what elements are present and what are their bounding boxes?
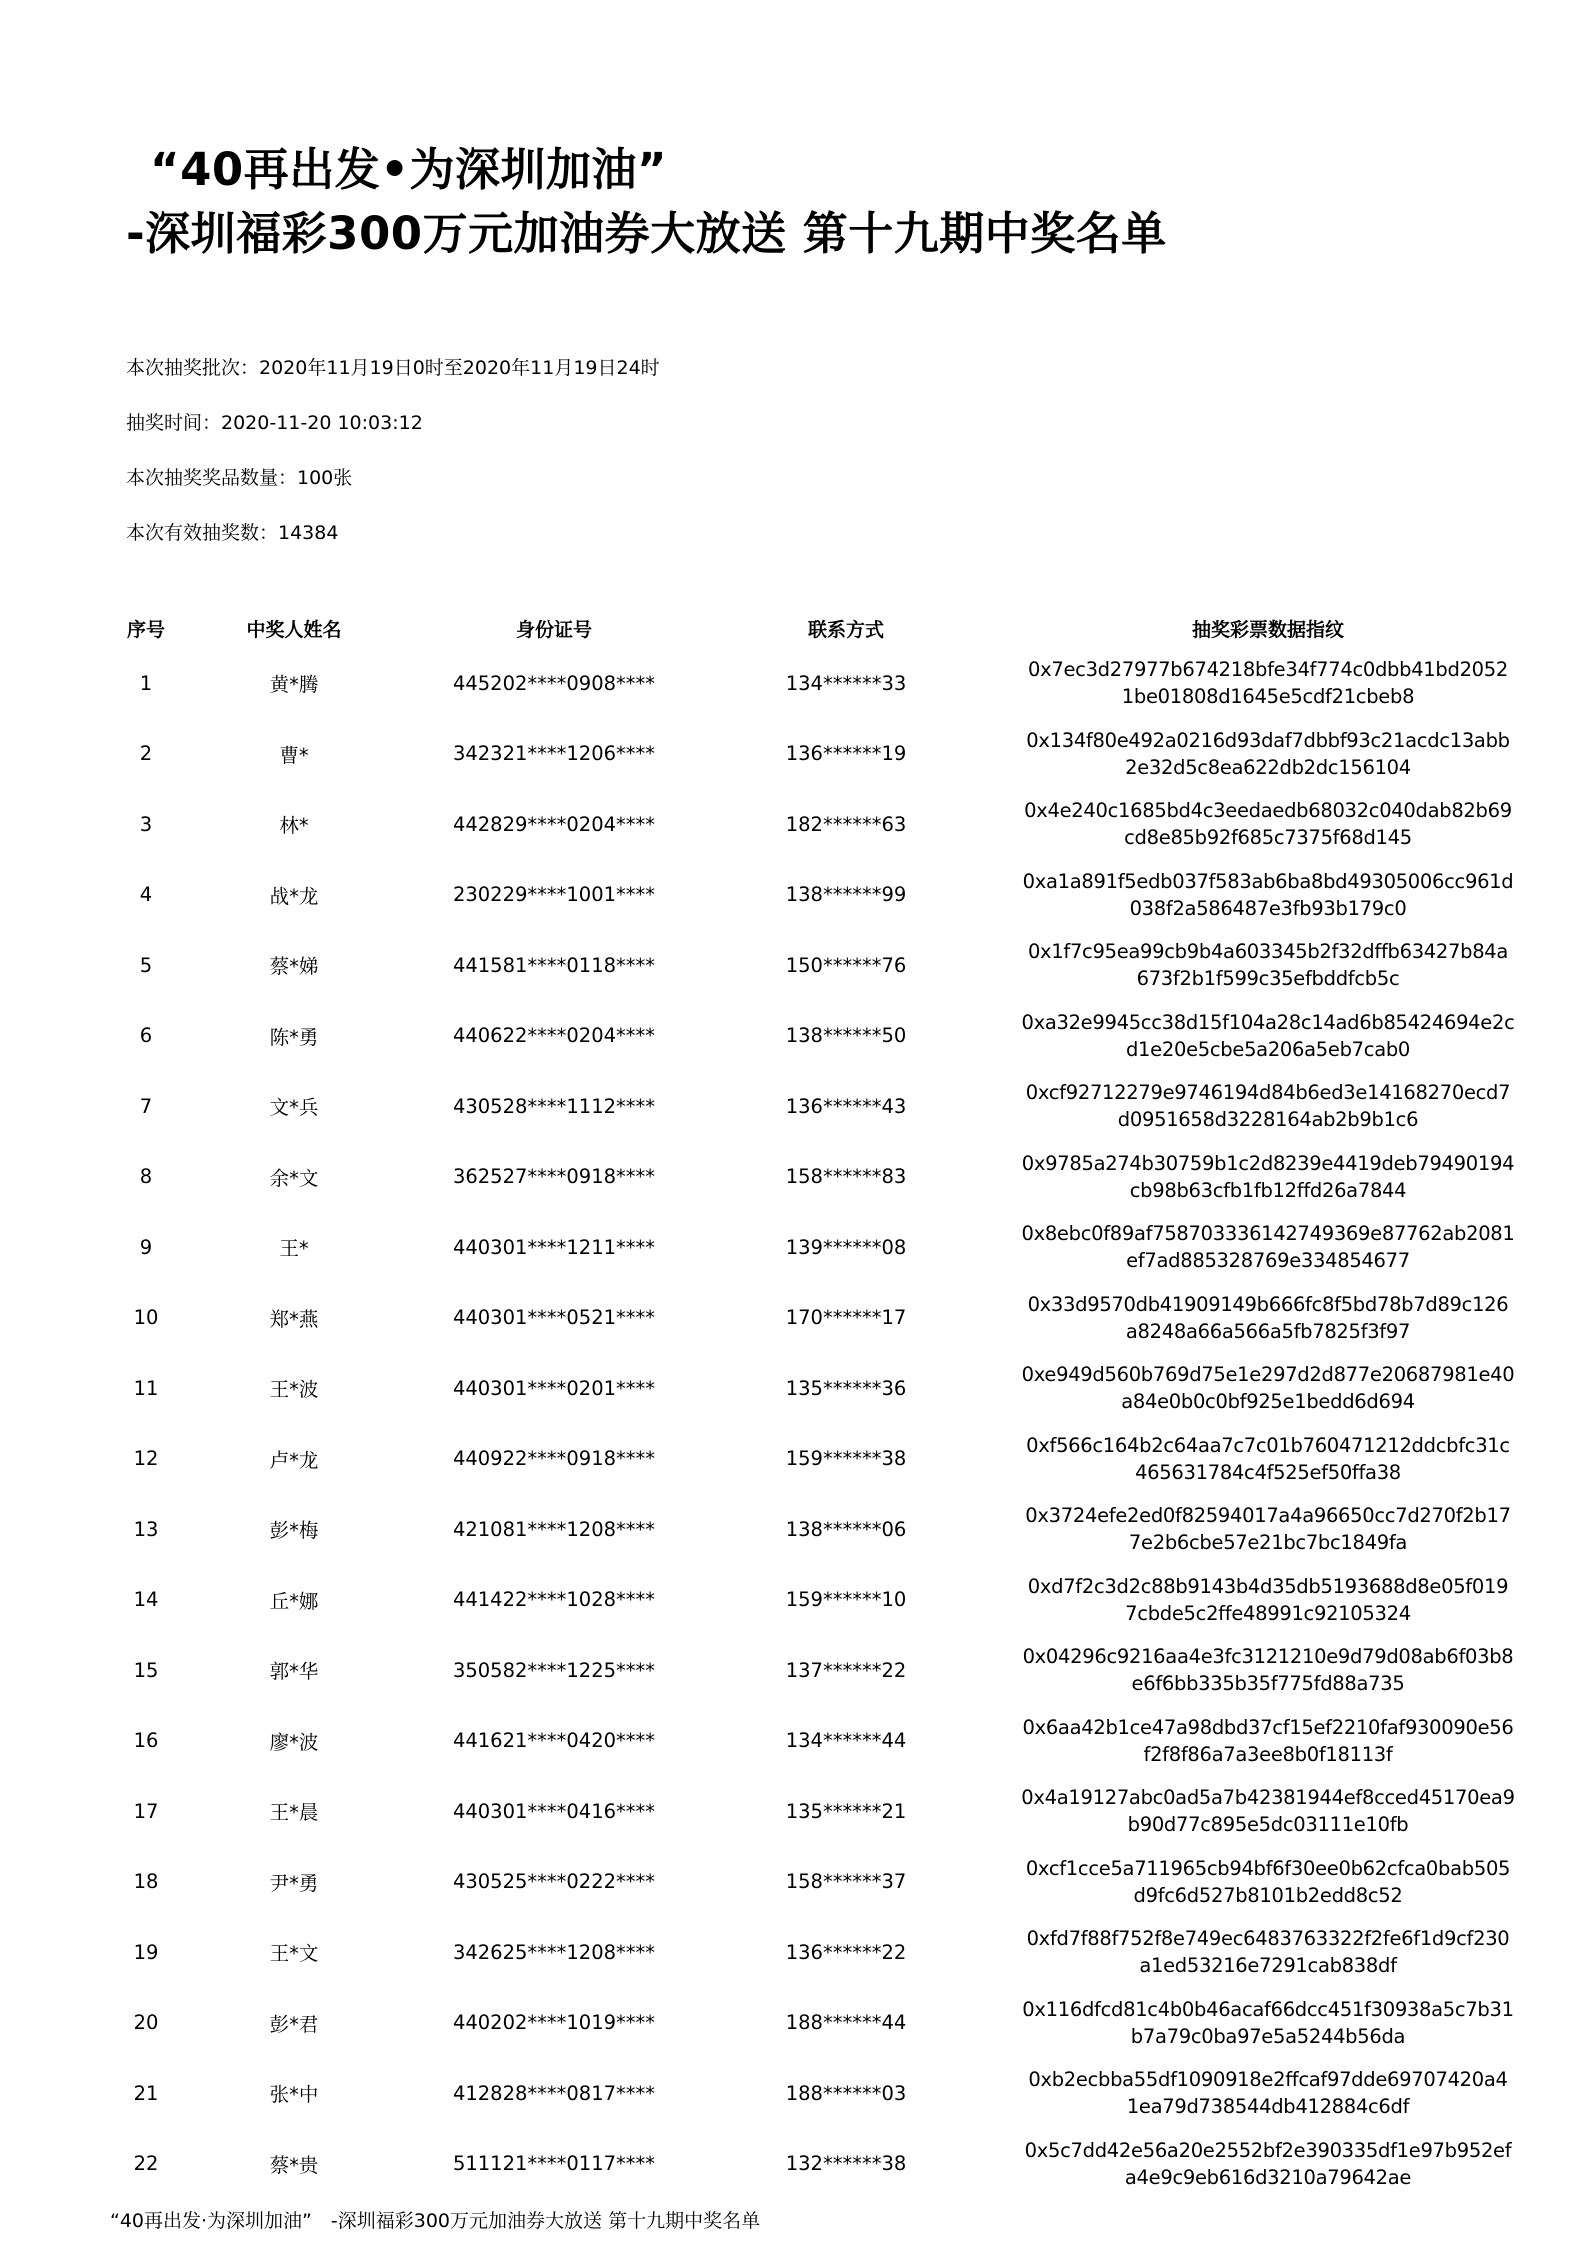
cell-id-number: 511121****0117**** <box>452 2152 656 2176</box>
table-row <box>98 789 1558 860</box>
cell-ticket-fingerprint <box>978 1565 1558 1636</box>
fingerprint-line: 0x5c7dd42e56a20e2552bf2e390335df1e97b952ef <box>1024 2138 1512 2162</box>
cell-contact: 138******50 <box>785 1024 907 1048</box>
fingerprint-line: 1ea79d738544db412884c6df <box>1126 2095 1410 2119</box>
draw-batch: 本次抽奖批次：2020年11月19日0时至2020年11月19日24时 <box>126 357 660 379</box>
cell-winner-name: 林* <box>279 814 309 838</box>
fingerprint-line: a1ed53216e7291cab838df <box>1139 1954 1397 1978</box>
cell-id-number: 441422****1028**** <box>452 1588 656 1612</box>
fingerprint-line: 0x7ec3d27977b674218bfe34f774c0dbb41bd2052 <box>1028 658 1508 682</box>
cell-index: 6 <box>139 1024 153 1048</box>
table-row <box>98 1071 1558 1142</box>
table-row <box>98 860 1558 931</box>
cell-ticket-fingerprint <box>978 1635 1558 1706</box>
cell-winner-name: 蔡*贵 <box>269 2153 319 2177</box>
cell-id-number: 440301****0201**** <box>452 1376 656 1400</box>
fingerprint-line: 2e32d5c8ea622db2dc156104 <box>1125 755 1411 779</box>
cell-index: 21 <box>133 2081 159 2105</box>
cell-id-number: 412828****0817**** <box>452 2081 656 2105</box>
cell-ticket-fingerprint <box>978 1847 1558 1918</box>
cell-contact: 136******22 <box>785 1940 907 1964</box>
cell-ticket-fingerprint <box>978 719 1558 790</box>
prize-count: 本次抽奖奖品数量：100张 <box>126 467 353 489</box>
cell-id-number: 342321****1206**** <box>452 742 656 766</box>
fingerprint-line: 0x1f7c95ea99cb9b4a603345b2f32dffb63427b84a <box>1027 940 1509 964</box>
cell-id-number: 440622****0204**** <box>452 1024 656 1048</box>
table-row <box>98 1283 1558 1354</box>
fingerprint-line: 465631784c4f525ef50ffa38 <box>1135 1460 1401 1484</box>
cell-id-number: 421081****1208**** <box>452 1517 656 1541</box>
title-line-1: “40再出发•为深圳加油” <box>150 143 668 196</box>
cell-index: 20 <box>133 2011 159 2035</box>
cell-index: 2 <box>139 742 153 766</box>
cell-contact: 134******44 <box>785 1729 907 1753</box>
cell-id-number: 440202****1019**** <box>452 2011 656 2035</box>
fingerprint-line: 0xcf1cce5a711965cb94bf6f30ee0b62cfca0bab505 <box>1025 1856 1511 1880</box>
table-row <box>98 719 1558 790</box>
cell-contact: 137******22 <box>785 1658 907 1682</box>
winners-table <box>98 608 1558 2199</box>
cell-index: 19 <box>133 1940 159 1964</box>
cell-id-number: 440301****0416**** <box>452 1799 656 1823</box>
cell-winner-name: 彭*君 <box>269 2012 319 2036</box>
fingerprint-line: 0x4e240c1685bd4c3eedaedb68032c040dab82b69 <box>1024 799 1512 823</box>
cell-contact: 159******10 <box>785 1588 907 1612</box>
cell-ticket-fingerprint <box>978 1001 1558 1072</box>
cell-id-number: 440922****0918**** <box>452 1447 656 1471</box>
cell-index: 16 <box>133 1729 159 1753</box>
draw-time: 抽奖时间：2020-11-20 10:03:12 <box>126 412 423 434</box>
fingerprint-line: 7cbde5c2ffe48991c92105324 <box>1125 1601 1411 1625</box>
fingerprint-line: f2f8f86a7a3ee8b0f18113f <box>1143 1742 1393 1766</box>
valid-entries-count: 本次有效抽奖数：14384 <box>126 522 339 544</box>
cell-ticket-fingerprint <box>978 648 1558 719</box>
cell-winner-name: 卢*龙 <box>269 1448 319 1472</box>
cell-winner-name: 战*龙 <box>269 884 319 908</box>
table-row <box>98 1424 1558 1495</box>
fingerprint-line: 0x04296c9216aa4e3fc3121210e9d79d08ab6f03b8 <box>1022 1645 1514 1669</box>
table-row <box>98 1988 1558 2059</box>
cell-id-number: 442829****0204**** <box>452 812 656 836</box>
cell-id-number: 441621****0420**** <box>452 1729 656 1753</box>
cell-contact: 159******38 <box>785 1447 907 1471</box>
table-row <box>98 648 1558 719</box>
cell-index: 17 <box>133 1799 159 1823</box>
cell-winner-name: 蔡*娣 <box>269 955 319 979</box>
fingerprint-line: 673f2b1f599c35efbddfcb5c <box>1136 967 1400 991</box>
header-id-number: 身份证号 <box>515 618 592 641</box>
cell-ticket-fingerprint <box>978 1424 1558 1495</box>
cell-contact: 170******17 <box>785 1306 907 1330</box>
cell-contact: 135******36 <box>785 1376 907 1400</box>
cell-contact: 138******99 <box>785 883 907 907</box>
cell-contact: 138******06 <box>785 1517 907 1541</box>
table-row <box>98 2058 1558 2129</box>
cell-ticket-fingerprint <box>978 1283 1558 1354</box>
fingerprint-line: cd8e85b92f685c7375f68d145 <box>1124 826 1412 850</box>
cell-id-number: 350582****1225**** <box>452 1658 656 1682</box>
cell-winner-name: 文*兵 <box>269 1096 319 1120</box>
cell-id-number: 445202****0908**** <box>452 671 656 695</box>
cell-index: 8 <box>139 1165 153 1189</box>
fingerprint-line: b90d77c895e5dc03111e10fb <box>1127 1813 1409 1837</box>
table-row <box>98 1212 1558 1283</box>
table-row <box>98 1142 1558 1213</box>
table-row <box>98 1776 1558 1847</box>
table-row <box>98 1635 1558 1706</box>
cell-contact: 134******33 <box>785 671 907 695</box>
table-row <box>98 1917 1558 1988</box>
cell-winner-name: 尹*勇 <box>269 1871 319 1895</box>
cell-winner-name: 王*波 <box>269 1378 319 1402</box>
title-line-2: -深圳福彩300万元加油券大放送 第十九期中奖名单 <box>126 207 1167 260</box>
fingerprint-line: 0xa32e9945cc38d15f104a28c14ad6b85424694e2c <box>1021 1010 1515 1034</box>
fingerprint-line: 0xd7f2c3d2c88b9143b4d35db5193688d8e05f019 <box>1027 1574 1509 1598</box>
cell-winner-name: 曹* <box>279 743 309 767</box>
cell-index: 3 <box>139 812 153 836</box>
fingerprint-line: ef7ad885328769e334854677 <box>1126 1249 1410 1273</box>
fingerprint-line: 0x134f80e492a0216d93daf7dbbf93c21acdc13abb <box>1026 728 1510 752</box>
fingerprint-line: 0xf566c164b2c64aa7c7c01b760471212ddcbfc31c <box>1026 1433 1510 1457</box>
fingerprint-line: a4e9c9eb616d3210a79642ae <box>1124 2165 1412 2189</box>
fingerprint-line: e6f6bb335b35f775fd88a735 <box>1131 1672 1405 1696</box>
fingerprint-line: 0xb2ecbba55df1090918e2ffcaf97dde69707420a4 <box>1028 2068 1508 2092</box>
fingerprint-line: 0xa1a891f5edb037f583ab6ba8bd49305006cc961d <box>1022 869 1514 893</box>
cell-winner-name: 廖*波 <box>269 1730 319 1754</box>
cell-index: 9 <box>139 1235 153 1259</box>
fingerprint-line: 0x8ebc0f89af758703336142749369e87762ab2081 <box>1021 1222 1515 1246</box>
header-contact: 联系方式 <box>807 618 884 641</box>
cell-ticket-fingerprint <box>978 1494 1558 1565</box>
fingerprint-line: 0xfd7f88f752f8e749ec6483763322f2fe6f1d9cf230 <box>1026 1927 1510 1951</box>
fingerprint-line: a84e0b0c0bf925e1bedd6d694 <box>1121 1390 1415 1414</box>
cell-contact: 158******37 <box>785 1870 907 1894</box>
cell-ticket-fingerprint <box>978 2129 1558 2200</box>
cell-ticket-fingerprint <box>978 1212 1558 1283</box>
cell-id-number: 440301****1211**** <box>452 1235 656 1259</box>
cell-index: 22 <box>133 2152 159 2176</box>
cell-ticket-fingerprint <box>978 1353 1558 1424</box>
cell-contact: 136******43 <box>785 1094 907 1118</box>
table-row <box>98 1706 1558 1777</box>
cell-contact: 139******08 <box>785 1235 907 1259</box>
fingerprint-line: 038f2a586487e3fb93b179c0 <box>1129 896 1407 920</box>
cell-ticket-fingerprint <box>978 1776 1558 1847</box>
cell-index: 4 <box>139 883 153 907</box>
cell-index: 5 <box>139 953 153 977</box>
draw-info <box>126 341 660 561</box>
table-row <box>98 1001 1558 1072</box>
cell-id-number: 440301****0521**** <box>452 1306 656 1330</box>
cell-id-number: 362527****0918**** <box>452 1165 656 1189</box>
cell-id-number: 441581****0118**** <box>452 953 656 977</box>
fingerprint-line: 0xcf92712279e9746194d84b6ed3e14168270ecd7 <box>1025 1081 1511 1105</box>
fingerprint-line: 0xe949d560b769d75e1e297d2d877e20687981e40 <box>1021 1363 1515 1387</box>
cell-index: 11 <box>133 1376 159 1400</box>
cell-winner-name: 王*文 <box>269 1942 319 1966</box>
cell-ticket-fingerprint <box>978 930 1558 1001</box>
header-winner-name: 中奖人姓名 <box>246 618 342 641</box>
table-row <box>98 1353 1558 1424</box>
cell-winner-name: 陈*勇 <box>269 1025 319 1049</box>
cell-contact: 188******44 <box>785 2011 907 2035</box>
cell-ticket-fingerprint <box>978 860 1558 931</box>
table-row <box>98 930 1558 1001</box>
table-row <box>98 1494 1558 1565</box>
fingerprint-line: 0x116dfcd81c4b0b46acaf66dcc451f30938a5c7b31 <box>1022 1997 1514 2021</box>
cell-contact: 132******38 <box>785 2152 907 2176</box>
cell-contact: 150******76 <box>785 953 907 977</box>
cell-contact: 158******83 <box>785 1165 907 1189</box>
cell-ticket-fingerprint <box>978 1142 1558 1213</box>
header-ticket-fingerprint: 抽奖彩票数据指纹 <box>1191 618 1344 641</box>
cell-ticket-fingerprint <box>978 1706 1558 1777</box>
cell-winner-name: 郭*华 <box>269 1660 319 1684</box>
fingerprint-line: d0951658d3228164ab2b9b1c6 <box>1117 1108 1419 1132</box>
fingerprint-line: 0x33d9570db41909149b666fc8f5bd78b7d89c126 <box>1027 1292 1509 1316</box>
cell-winner-name: 郑*燕 <box>269 1307 319 1331</box>
cell-id-number: 430525****0222**** <box>452 1870 656 1894</box>
table-row <box>98 1847 1558 1918</box>
cell-ticket-fingerprint <box>978 1988 1558 2059</box>
cell-ticket-fingerprint <box>978 1071 1558 1142</box>
fingerprint-line: cb98b63cfb1fb12ffd26a7844 <box>1129 1178 1407 1202</box>
header-index: 序号 <box>126 618 165 641</box>
cell-ticket-fingerprint <box>978 2058 1558 2129</box>
cell-winner-name: 张*中 <box>269 2083 319 2107</box>
cell-index: 12 <box>133 1447 159 1471</box>
cell-id-number: 430528****1112**** <box>452 1094 656 1118</box>
fingerprint-line: d9fc6d527b8101b2edd8c52 <box>1133 1883 1403 1907</box>
cell-index: 10 <box>133 1306 159 1330</box>
cell-index: 7 <box>139 1094 153 1118</box>
page-title <box>126 138 1167 266</box>
cell-winner-name: 余*文 <box>269 1166 319 1190</box>
fingerprint-line: b7a79c0ba97e5a5244b56da <box>1130 2024 1406 2048</box>
cell-winner-name: 王*晨 <box>269 1801 319 1825</box>
cell-contact: 182******63 <box>785 812 907 836</box>
table-row <box>98 2129 1558 2200</box>
cell-index: 15 <box>133 1658 159 1682</box>
fingerprint-line: 0x4a19127abc0ad5a7b42381944ef8cced45170ea9 <box>1021 1786 1515 1810</box>
table-header-row <box>98 608 1558 648</box>
cell-winner-name: 丘*娜 <box>269 1589 319 1613</box>
fingerprint-line: 0x3724efe2ed0f82594017a4a96650cc7d270f2b17 <box>1025 1504 1511 1528</box>
cell-winner-name: 黄*腾 <box>269 673 319 697</box>
fingerprint-line: 0x9785a274b30759b1c2d8239e4419deb79490194 <box>1021 1151 1515 1175</box>
cell-contact: 135******21 <box>785 1799 907 1823</box>
cell-winner-name: 彭*梅 <box>269 1519 319 1543</box>
cell-id-number: 342625****1208**** <box>452 1940 656 1964</box>
fingerprint-line: d1e20e5cbe5a206a5eb7cab0 <box>1125 1037 1411 1061</box>
fingerprint-line: a8248a66a566a5fb7825f3f97 <box>1125 1319 1411 1343</box>
fingerprint-line: 7e2b6cbe57e21bc7bc1849fa <box>1128 1531 1408 1555</box>
cell-ticket-fingerprint <box>978 1917 1558 1988</box>
cell-index: 1 <box>139 671 153 695</box>
fingerprint-line: 0x6aa42b1ce47a98dbd37cf15ef2210faf930090e56 <box>1022 1715 1514 1739</box>
fingerprint-line: 1be01808d1645e5cdf21cbeb8 <box>1121 685 1415 709</box>
cell-contact: 188******03 <box>785 2081 907 2105</box>
table-row <box>98 1565 1558 1636</box>
cell-contact: 136******19 <box>785 742 907 766</box>
cell-index: 13 <box>133 1517 159 1541</box>
cell-index: 18 <box>133 1870 159 1894</box>
cell-winner-name: 王* <box>279 1237 309 1261</box>
page-footer: “40再出发·为深圳加油” -深圳福彩300万元加油券大放送 第十九期中奖名单 <box>110 2210 761 2232</box>
cell-index: 14 <box>133 1588 159 1612</box>
cell-ticket-fingerprint <box>978 789 1558 860</box>
cell-id-number: 230229****1001**** <box>452 883 656 907</box>
table-body <box>98 648 1558 2199</box>
